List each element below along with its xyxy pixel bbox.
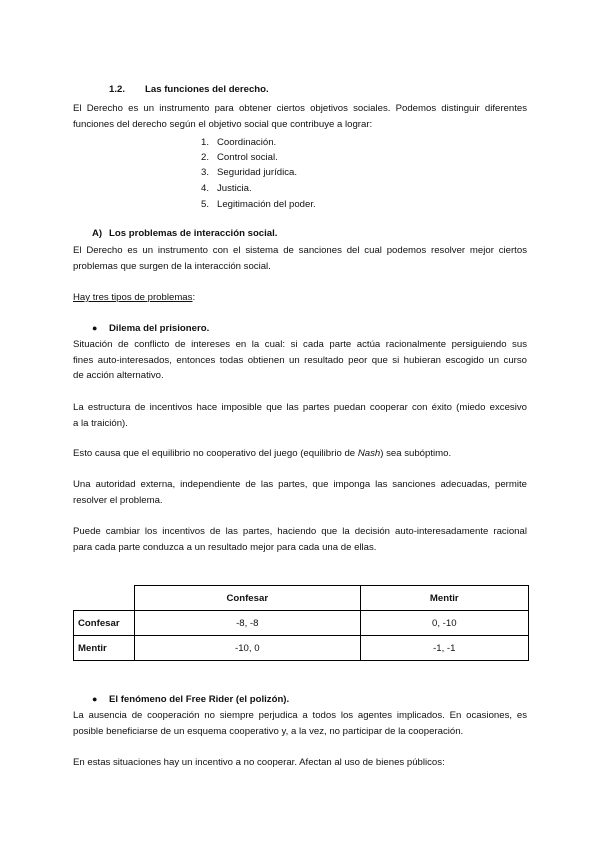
dilema-p3-italic: Nash: [357, 448, 381, 459]
bullet-icon: ●: [92, 694, 98, 704]
list-item-number: 1.: [201, 137, 210, 148]
free-rider-p1-line-1: La ausencia de cooperación no siempre perjudica a todos los agentes implicados. En ocasiones, es: [73, 710, 527, 721]
row-header: Confesar: [74, 611, 135, 636]
dilema-p2-line-2: a la traición).: [73, 418, 128, 429]
list-item-number: 3.: [201, 167, 210, 178]
dilema-p4-line-1: Una autoridad externa, independiente de las partes, que imponga las sanciones adecuadas, permite: [73, 479, 527, 490]
dilema-p3-after: ) sea subóptimo.: [380, 448, 452, 459]
types-heading-text: Hay tres tipos de problemas: [73, 292, 193, 303]
list-item: Legitimación del poder.: [217, 199, 316, 210]
dilema-p5-line-1: Puede cambiar los incentivos de las partes, haciendo que la decisión auto-interesadamente racional: [73, 526, 527, 537]
subsection-label: A): [92, 228, 103, 239]
dilema-p5-line-2: para cada parte conduzca a un resultado mejor para cada una de ellas.: [73, 542, 377, 553]
intro-line-1: El Derecho es un instrumento para obtener ciertos objetivos sociales. Podemos distinguir diferentes: [73, 103, 527, 114]
section-number: 1.2.: [109, 84, 126, 95]
table-cell: 0, -10: [360, 611, 528, 636]
free-rider-title: El fenómeno del Free Rider (el polizón).: [109, 694, 290, 705]
row-header: Mentir: [74, 636, 135, 661]
dilema-p4-line-2: resolver el problema.: [73, 495, 163, 506]
sub-intro-line-1: El Derecho es un instrumento con el sistema de sanciones del cual podemos resolver mejor ciertos: [73, 245, 527, 256]
dilema-p1-line-1: Situación de conflicto de intereses en la cual: si cada parte actúa racionalmente persiguiendo sus: [73, 339, 527, 350]
dilema-p1-line-3: de acción alternativo.: [73, 370, 164, 381]
subsection-title: Los problemas de interacción social.: [109, 228, 278, 239]
dilema-p3-before: Esto causa que el equilibrio no cooperativo del juego (equilibrio de: [73, 448, 358, 459]
dilema-p1-line-2: fines auto-interesados, entonces todas obtienen un resultado peor que si hubieran escogido un curso: [73, 355, 527, 366]
table-cell: -10, 0: [135, 636, 361, 661]
table-row: [74, 586, 529, 611]
types-heading-colon: :: [192, 292, 196, 303]
free-rider-p1-line-2: posible beneficiarse de un esquema cooperativo y, a la vez, no participar de la cooperación.: [73, 726, 464, 737]
dilema-p2-line-1: La estructura de incentivos hace imposible que las partes puedan cooperar con éxito (miedo excesivo: [73, 402, 527, 413]
list-item-number: 5.: [201, 199, 210, 210]
list-item: Seguridad jurídica.: [217, 167, 297, 178]
list-item: Coordinación.: [217, 137, 277, 148]
dilema-title: Dilema del prisionero.: [109, 323, 210, 334]
section-title: Las funciones del derecho.: [145, 84, 269, 95]
bullet-icon: ●: [92, 323, 98, 333]
list-item: Justicia.: [217, 183, 252, 194]
table-cell: -1, -1: [360, 636, 528, 661]
sub-intro-line-2: problemas que surgen de la interacción social.: [73, 261, 271, 272]
types-heading: [73, 292, 195, 303]
list-item: Control social.: [217, 152, 278, 163]
list-item-number: 2.: [201, 152, 210, 163]
column-header: Confesar: [135, 586, 361, 611]
table-corner: [74, 586, 135, 611]
list-item-number: 4.: [201, 183, 210, 194]
table-row: [74, 636, 529, 661]
column-header: Mentir: [360, 586, 528, 611]
free-rider-p2: En estas situaciones hay un incentivo a no cooperar. Afectan al uso de bienes públicos:: [73, 757, 445, 768]
payoff-matrix: [73, 585, 529, 661]
dilema-p3: [73, 448, 451, 459]
table-row: [74, 611, 529, 636]
intro-line-2: funciones del derecho según el objetivo social que contribuye a lograr:: [73, 119, 373, 130]
table-cell: -8, -8: [135, 611, 361, 636]
